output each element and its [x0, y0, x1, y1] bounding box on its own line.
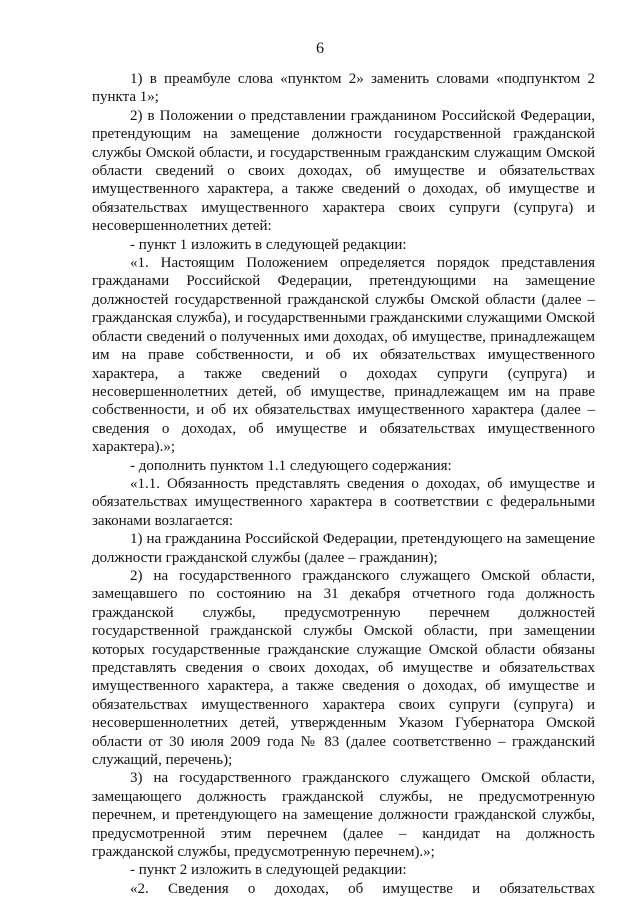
paragraph-subclause-1: 1) на гражданина Российской Федерации, претендующего на замещение должности гражданской службы (далее – гражданин);: [92, 531, 595, 566]
paragraph-clause-1-instruction: - пункт 1 изложить в следующей редакции:: [130, 236, 407, 253]
paragraph-clause-1-text: «1. Настоящим Положением определяется порядок представления гражданами Российской Федерации, претендующими на замещение должностей государственной гражданской службы Омской области (далее – гражданская служба), и государственными гражданскими служащими Омской области сведений о полученных ими доходах, об имуществе, принадлежащем им на праве собственности, и об их обязательствах имущественного характера, а также сведений о доходах супруги (супруга) и несовершеннолетних детей, об имуществе, принадлежащем им на праве собственности, и об их обязательствах имущественного характера (далее – сведения о доходах, об имуществе и обязательствах имущественного характера).»;: [92, 255, 595, 456]
paragraph-clause-1-1-instruction: - дополнить пунктом 1.1 следующего содержания:: [130, 457, 452, 474]
paragraph-preamble-amendment: 1) в преамбуле слова «пунктом 2» заменить словами «подпунктом 2 пункта 1»;: [92, 71, 595, 106]
paragraph-subclause-2: 2) на государственного гражданского служащего Омской области, замещавшего по состоянию на 31 декабря отчетного года должность гражданской службы, предусмотренную перечнем должностей государственной гражданской службы Омской области, при замещении которых государственные гражданские служащие Омской области обязаны представлять сведения о своих доходах, об имуществе и обязательствах имущественного характера, а также сведения о доходах, об имуществе и обязательствах имущественного характера своих супруги (супруга) и несовершеннолетних детей, утвержденным Указом Губернатора Омской области от 30 июля 2009 года № 83 (далее соответственно – гражданский служащий, перечень);: [92, 567, 595, 769]
paragraph-regulation-amendment: 2) в Положении о представлении гражданином Российской Федерации, претендующим на замещение должности государственной гражданской службы Омской области, и государственным гражданским служащим Омской области сведений о своих доходах, об имуществе и обязательствах имущественного характера, а также сведений о доходах, об имуществе и обязательствах имущественного характера своих супруги (супруга) и несовершеннолетних детей:: [92, 107, 595, 235]
page-number: 6: [316, 40, 324, 57]
paragraph-subclause-3: 3) на государственного гражданского служащего Омской области, замещающего должность гражданской службы, не предусмотренную перечнем, и претендующего на замещение должности гражданской службы, предусмотренной этим перечнем (далее – кандидат на должность гражданской службы, предусмотренную перечнем).»;: [92, 770, 595, 861]
document-body: [92, 70, 595, 898]
paragraph-clause-2-instruction: - пункт 2 изложить в следующей редакции:: [130, 862, 407, 879]
paragraph-clause-2-text: «2. Сведения о доходах, об имуществе и обязательствах: [130, 880, 595, 897]
paragraph-clause-1-1-text: «1.1. Обязанность представлять сведения о доходах, об имуществе и обязательствах имущественного характера в соответствии с федеральными законами возлагается:: [92, 475, 595, 529]
